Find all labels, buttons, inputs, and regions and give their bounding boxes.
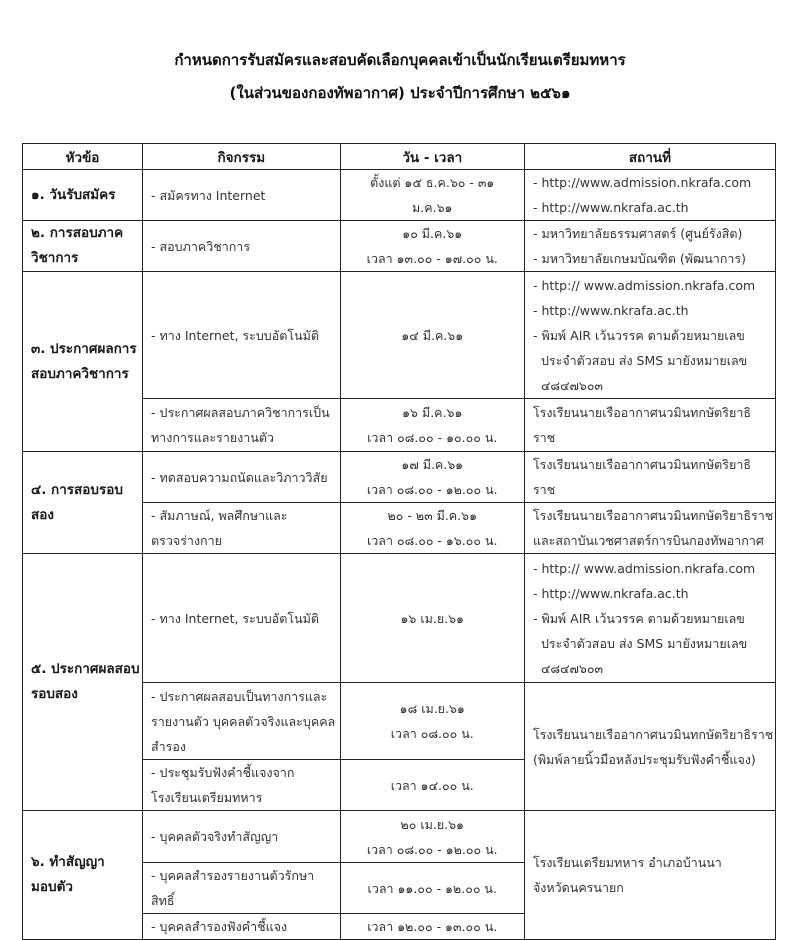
datetime-cell [340,503,524,554]
topic-text: รอบสอง [31,686,78,702]
activity-cell: - ทดสอบความถนัดและวิภาววิสัย [143,452,341,503]
datetime-cell: เวลา ๑๑.๐๐ - ๑๒.๐๐ น. [340,863,524,914]
datetime-cell [340,399,524,452]
datetime-cell: ตั้งแต่ ๑๕ ธ.ค.๖๐ - ๓๑ ม.ค.๖๑ [340,170,524,221]
place-text: โรงเรียนนายเรืออากาศนวมินทกษัตริยาธิราช [532,508,774,523]
activity-cell: - บุคคลสำรองฟังคำชี้แจง [143,914,341,940]
place-link[interactable]: - http://www.admission.nkrafa.com [532,175,752,190]
topic-text: ๒. การสอบภาค [31,225,124,241]
place-link[interactable]: - http://www.nkrafa.ac.th [532,302,689,318]
table-row [23,221,776,272]
place-link[interactable]: - http://www.nkrafa.ac.th [532,585,689,601]
activity-text: - ประชุมรับฟังคำชี้แจงจาก [151,765,295,780]
activity-cell: - ทาง Internet, ระบบอัตโนมัติ [143,554,341,683]
table-header-row [23,144,776,170]
place-text: จังหวัดนครนายก [532,880,624,895]
activity-text: สำรอง [151,738,187,754]
place-text: โรงเรียนนายเรืออากาศนวมินทกษัตริยาธิราช [532,726,774,742]
date-text: ๑๖ มี.ค.๖๑ [402,405,463,420]
activity-text: รายงานตัว บุคคลตัวจริงและบุคคล [151,713,336,729]
header-topic: หัวข้อ [23,144,143,170]
place-text: - มหาวิทยาลัยเกษมบัณฑิต (พัฒนาการ) [532,251,747,266]
document-title-line-2: (ในส่วนของกองทัพอากาศ) ประจำปีการศึกษา ๒๕๖๑ [229,84,571,102]
place-text: ประจำตัวสอบ ส่ง SMS มายังหมายเลข [540,352,748,368]
activity-text: โรงเรียนเตรียมทหาร [151,790,263,805]
topic-text: ๕. ประกาศผลสอบ [31,661,140,677]
topic-text: วิชาการ [31,250,79,266]
date-text: ๒๐ - ๒๓ มี.ค.๖๑ [387,508,478,523]
date-text: ๑๗ มี.ค.๖๑ [401,457,464,472]
activity-cell: - บุคคลตัวจริงทำสัญญา [143,811,341,863]
topic-cell [23,272,143,452]
datetime-cell: ๑๔ มี.ค.๖๑ [340,272,524,399]
time-text: เวลา ๐๘.๐๐ น. [390,726,474,741]
topic-cell: ๖. ทำสัญญามอบตัว [23,811,143,940]
place-text: และสถาบันเวชศาสตร์การบินกองทัพอากาศ [532,533,764,548]
place-cell [524,221,775,272]
date-text: ๒๐ เม.ย.๖๑ [400,816,464,832]
topic-text: สอบภาควิชาการ [31,365,129,382]
datetime-cell [340,452,524,503]
activity-cell: - ทาง Internet, ระบบอัตโนมัติ [143,272,341,399]
place-link[interactable]: - http://www.nkrafa.ac.th [532,200,689,215]
time-text: เวลา ๐๘.๐๐ - ๑๒.๐๐ น. [366,841,498,857]
datetime-cell [340,811,524,863]
activity-cell [143,683,341,760]
document-title-line-1: กำหนดการรับสมัครและสอบคัดเลือกบุคคลเข้าเป็นนักเรียนเตรียมทหาร [174,51,626,69]
activity-text: ตรวจร่างกาย [151,533,222,548]
activity-cell: - บุคคลสำรองรายงานตัวรักษาสิทธิ์ [143,863,341,914]
time-text: เวลา ๐๘.๐๐ - ๑๒.๐๐ น. [366,482,498,497]
activity-text: - ประกาศผลสอบเป็นทางการและ [151,688,328,704]
place-link[interactable]: - http:// www.admission.nkrafa.com [532,560,756,576]
place-cell [524,811,775,940]
activity-cell [143,503,341,554]
table-row [23,272,776,399]
activity-text: ทางการและรายงานตัว [151,430,274,445]
place-text: ๔๘๔๗๖๐๓ [540,660,604,676]
time-text: เวลา ๐๘.๐๐ - ๑๐.๐๐ น. [367,430,498,445]
place-text: ๔๘๔๗๖๐๓ [540,377,604,393]
time-text: เวลา ๑๓.๐๐ - ๑๗.๐๐ น. [366,251,498,266]
place-cell [524,554,775,683]
topic-cell [23,554,143,811]
place-text: - พิมพ์ AIR เว้นวรรค ตามด้วยหมายเลข [532,327,745,343]
datetime-cell: ๑๖ เม.ย.๖๑ [340,554,524,683]
table-row [23,170,776,221]
topic-cell [23,221,143,272]
place-cell [524,503,775,554]
place-cell [524,170,775,221]
activity-cell [143,760,341,811]
header-datetime: วัน - เวลา [340,144,524,170]
activity-text: - สัมภาษณ์, พลศึกษาและ [151,508,288,523]
activity-cell [143,399,341,452]
place-text: - มหาวิทยาลัยธรรมศาสตร์ (ศูนย์รังสิต) [532,226,743,241]
time-text: เวลา ๐๘.๐๐ - ๑๖.๐๐ น. [367,533,498,548]
place-cell [524,272,775,399]
activity-cell: - สมัครทาง Internet [143,170,341,221]
header-activity: กิจกรรม [143,144,341,170]
place-text: ประจำตัวสอบ ส่ง SMS มายังหมายเลข [540,635,748,651]
topic-cell: ๔. การสอบรอบสอง [23,452,143,554]
place-cell: โรงเรียนนายเรืออากาศนวมินทกษัตริยาธิราช [524,452,775,503]
table-row [23,452,776,503]
schedule-table [22,143,776,940]
table-row [23,554,776,683]
place-link[interactable]: - http:// www.admission.nkrafa.com [532,277,756,293]
datetime-cell [340,683,524,760]
topic-text: ๓. ประกาศผลการ [31,340,137,357]
activity-text: - ประกาศผลสอบภาควิชาการเป็น [151,405,330,420]
header-place: สถานที่ [524,144,775,170]
place-text: (พิมพ์ลายนิ้วมือหลังประชุมรับฟังคำชี้แจง) [532,751,756,767]
activity-cell: - สอบภาควิชาการ [143,221,341,272]
table-row [23,811,776,863]
datetime-cell: เวลา ๑๔.๐๐ น. [340,760,524,811]
date-text: ๑๐ มี.ค.๖๑ [402,226,463,241]
place-cell: โรงเรียนนายเรืออากาศนวมินทกษัตริยาธิราช [524,399,775,452]
date-text: ๑๘ เม.ย.๖๑ [399,701,465,716]
datetime-cell: เวลา ๑๒.๐๐ - ๑๓.๐๐ น. [340,914,524,940]
place-cell [524,683,775,811]
topic-cell: ๑. วันรับสมัคร [23,170,143,221]
place-text: โรงเรียนเตรียมทหาร อำเภอบ้านนา [532,855,722,870]
datetime-cell [340,221,524,272]
place-text: - พิมพ์ AIR เว้นวรรค ตามด้วยหมายเลข [532,610,745,626]
